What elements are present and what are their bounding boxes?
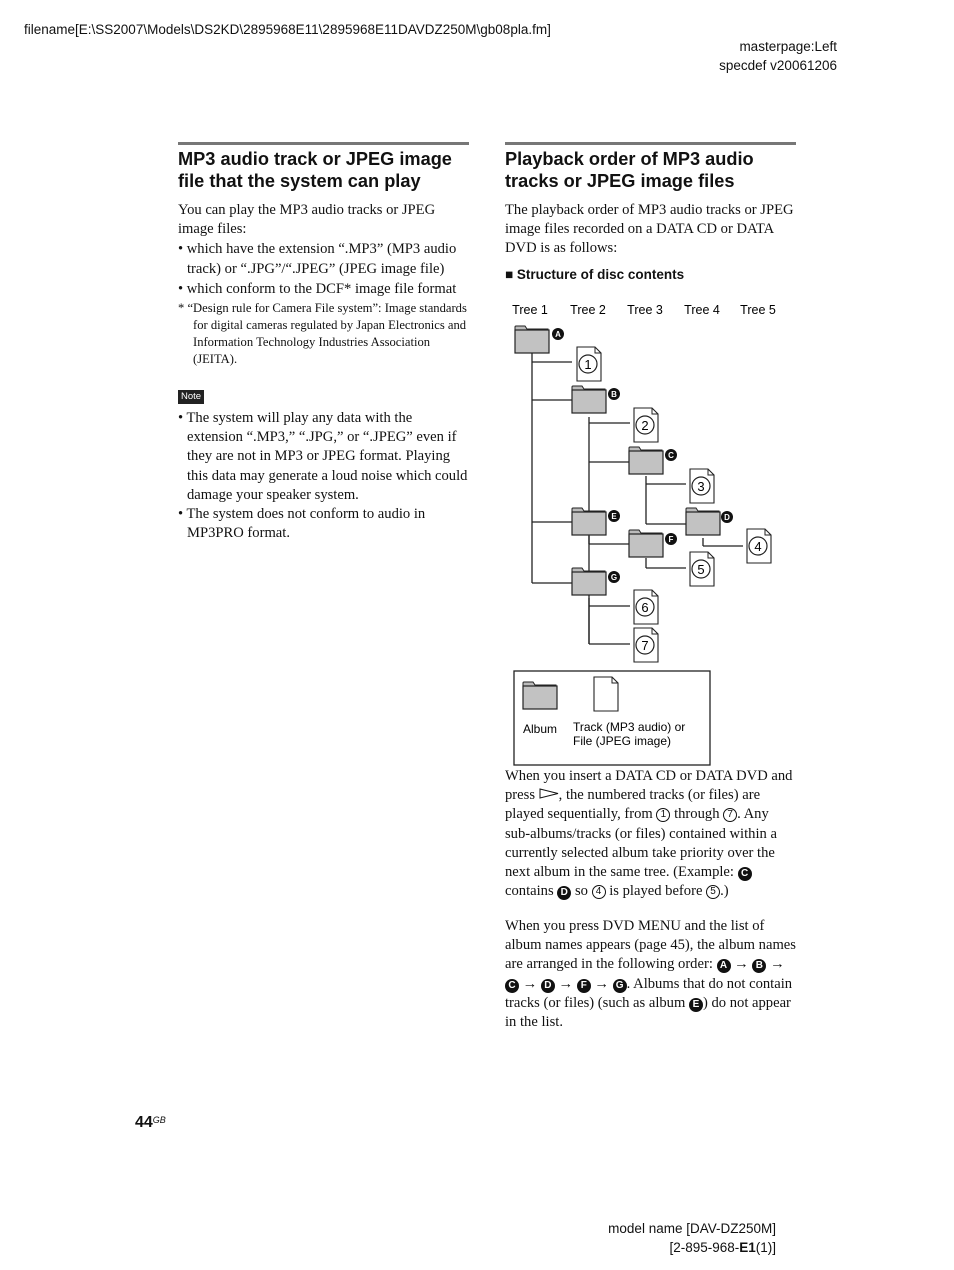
album-ref-D: D xyxy=(557,886,571,900)
album-E-label: E xyxy=(611,512,617,521)
track-7 xyxy=(634,628,658,662)
structure-subheading: ■ Structure of disc contents xyxy=(505,266,685,282)
specdef-label: specdef v20061206 xyxy=(719,58,837,73)
order-arrow: → xyxy=(519,975,541,992)
track-1-label: 1 xyxy=(584,357,592,372)
legend-album-label: Album xyxy=(523,722,558,736)
masterpage-header xyxy=(719,37,837,75)
model-code-suffix: (1)] xyxy=(755,1240,776,1255)
album-list-paragraph xyxy=(505,917,797,1032)
page-number-value: 44 xyxy=(135,1114,153,1131)
track-3 xyxy=(690,469,714,503)
para2-text-1: When you press DVD MENU and the list of album names appears (page 45), the album names are arranged in the following order: xyxy=(505,918,796,973)
order-arrow: → xyxy=(554,975,577,992)
album-G xyxy=(572,568,620,595)
album-B xyxy=(572,386,620,413)
track-6 xyxy=(634,590,658,624)
track-2-label: 2 xyxy=(641,418,649,433)
track-5 xyxy=(690,552,714,586)
track-1 xyxy=(577,347,601,381)
album-C-label: C xyxy=(668,451,674,460)
para1-text-7: is played before xyxy=(605,883,707,900)
right-intro: The playback order of MP3 audio tracks or JPEG image files recorded on a DATA CD or DATA DVD is as follows: xyxy=(505,202,794,257)
disc-structure-diagram xyxy=(500,296,800,772)
right-section-rule xyxy=(505,142,796,145)
track-4-label: 4 xyxy=(754,539,762,554)
album-F xyxy=(629,530,677,557)
order-arrow: → xyxy=(590,975,613,992)
para1-text-2: , the numbered tracks (or files) are played sequentially, from xyxy=(505,787,761,823)
album-C xyxy=(629,447,677,474)
masterpage-label: masterpage:Left xyxy=(739,39,837,54)
track-4 xyxy=(747,529,771,563)
track-3-label: 3 xyxy=(697,479,705,494)
tree-label-4: Tree 4 xyxy=(684,303,720,317)
para2-text-3: ) do not appear in the list. xyxy=(505,994,791,1031)
model-code-prefix: [2-895-968- xyxy=(669,1240,740,1255)
album-ref-E: E xyxy=(689,998,703,1012)
album-D-label: D xyxy=(724,513,730,522)
track-6-label: 6 xyxy=(641,600,649,615)
left-section xyxy=(178,149,470,543)
para1-text-1: When you insert a DATA CD or DATA DVD and press xyxy=(505,768,793,804)
order-album-F: F xyxy=(577,979,591,993)
tree-label-1: Tree 1 xyxy=(512,303,548,317)
right-section xyxy=(505,149,797,282)
track-ref-5: 5 xyxy=(706,885,720,899)
para1-text-4: . Any sub-albums/tracks (or files) contained within a currently selected album take priority over the next album in the same tree. (Example: xyxy=(505,806,777,881)
model-code xyxy=(608,1238,776,1257)
album-E xyxy=(572,508,620,535)
filename-header: filename[E:\SS2007\Models\DS2KD\2895968E11\2895968E11DAVDZ250M\gb08pla.fm] xyxy=(24,22,551,37)
album-ref-C: C xyxy=(738,867,752,881)
bullet-dcf: • which conform to the DCF* image file format xyxy=(178,280,457,297)
track-5-label: 5 xyxy=(697,562,705,577)
track-ref-4: 4 xyxy=(592,885,606,899)
note-badge: Note xyxy=(178,390,204,404)
page-number xyxy=(135,1114,166,1132)
track-ref-7: 7 xyxy=(723,808,737,822)
legend-track-label-2: File (JPEG image) xyxy=(573,734,672,748)
bullet-extension: • which have the extension “.MP3” (MP3 audio track) or “.JPG”/“.JPEG” (JPEG image file) xyxy=(178,241,457,277)
model-code-bold: E1 xyxy=(739,1240,756,1255)
para1-text-5: contains xyxy=(505,883,558,900)
album-A-label: A xyxy=(555,330,561,339)
left-section-title: MP3 audio track or JPEG image file that the system can play xyxy=(178,149,452,191)
album-D xyxy=(686,508,733,535)
note-bullet-mp3pro: • The system does not conform to audio in MP3PRO format. xyxy=(178,506,426,542)
tree-label-2: Tree 2 xyxy=(570,303,606,317)
order-album-D: D xyxy=(541,979,555,993)
para1-text-3: through xyxy=(670,806,724,823)
track-7-label: 7 xyxy=(641,638,649,653)
order-album-A: A xyxy=(717,959,731,973)
para1-text-8: .) xyxy=(720,883,729,900)
track-ref-1: 1 xyxy=(656,808,670,822)
left-intro: You can play the MP3 audio tracks or JPEG image files: xyxy=(178,202,436,238)
dcf-footnote: * “Design rule for Camera File system”: Image standards for digital cameras regulated by Japan Electronics and Information Technology Industries Association (JEITA). xyxy=(178,301,467,367)
album-F-label: F xyxy=(668,535,674,544)
playback-order-paragraph xyxy=(505,767,797,901)
right-section-title: Playback order of MP3 audio tracks or JPEG image files xyxy=(505,149,754,191)
play-icon xyxy=(539,788,559,799)
album-G-label: G xyxy=(610,573,618,582)
tree-label-3: Tree 3 xyxy=(627,303,663,317)
album-B-label: B xyxy=(611,390,617,399)
order-album-G: G xyxy=(613,979,627,993)
diagram-legend xyxy=(514,671,710,765)
model-footer xyxy=(608,1219,776,1257)
model-name: model name [DAV-DZ250M] xyxy=(608,1221,776,1236)
left-section-rule xyxy=(178,142,469,145)
page-number-suffix: GB xyxy=(152,1115,166,1125)
album-A xyxy=(515,326,564,353)
order-arrow: → xyxy=(730,956,753,973)
legend-track-label-1: Track (MP3 audio) or xyxy=(573,720,686,734)
order-album-B: B xyxy=(752,959,766,973)
tree-label-5: Tree 5 xyxy=(740,303,776,317)
order-arrow: → xyxy=(766,956,785,973)
order-album-C: C xyxy=(505,979,519,993)
track-2 xyxy=(634,408,658,442)
para1-text-6: so xyxy=(571,883,592,900)
note-bullet-loud-noise: • The system will play any data with the extension “.MP3,” “.JPG,” or “.JPEG” even if they are not in MP3 or JPEG format. Playing this data may generate a loud noise which could damage your speaker system. xyxy=(178,410,468,503)
para2-text-2: . Albums that do not contain tracks (or files) (such as album xyxy=(505,975,793,1011)
